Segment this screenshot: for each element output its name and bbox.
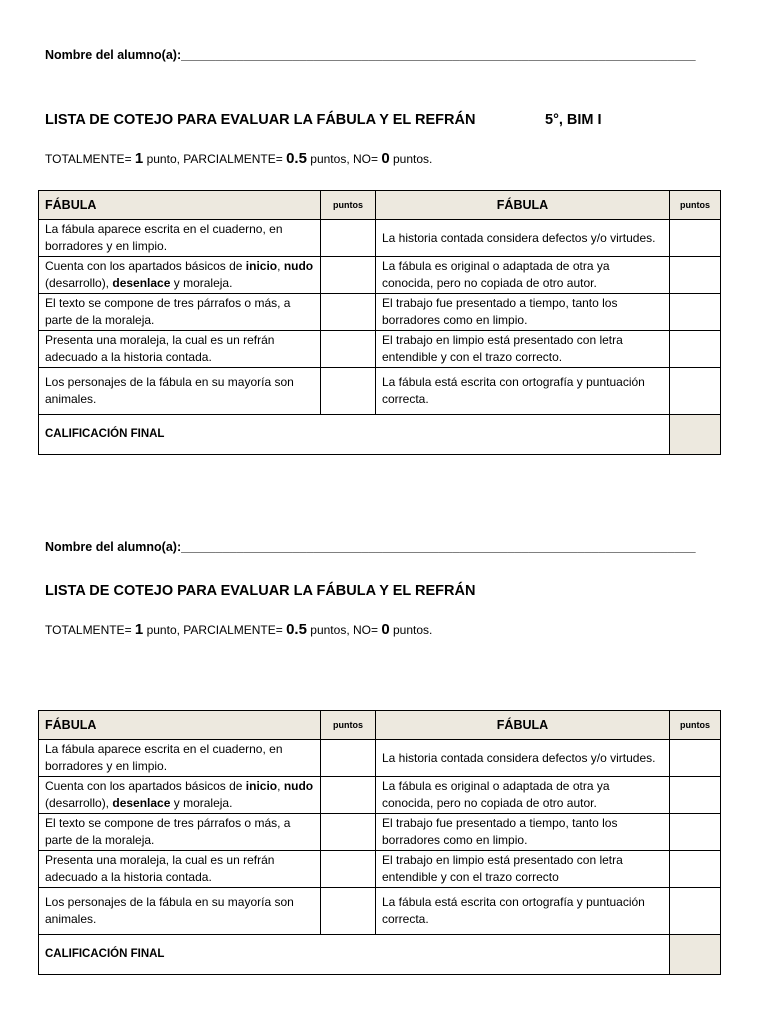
- points-cell[interactable]: [321, 220, 376, 257]
- points-cell[interactable]: [670, 257, 721, 294]
- final-grade-cell[interactable]: [670, 415, 721, 455]
- points-cell[interactable]: [670, 331, 721, 368]
- criterion-left: La fábula aparece escrita en el cuaderno, en borradores y en limpio.: [39, 220, 321, 257]
- table-row: [39, 814, 721, 851]
- final-grade-row: [39, 415, 721, 455]
- table-row: [39, 331, 721, 368]
- scoring-no-unit: puntos.: [389, 623, 433, 637]
- scoring-parcialmente-label: PARCIALMENTE=: [183, 152, 287, 166]
- criterion-text: y moraleja.: [170, 796, 233, 810]
- criterion-right: El trabajo fue presentado a tiempo, tanto los borradores como en limpio.: [376, 294, 670, 331]
- student-name-line[interactable]: [45, 540, 696, 554]
- header-puntos-right: puntos: [670, 191, 721, 220]
- checklist-table: [38, 710, 721, 975]
- criterion-text: Cuenta con los apartados básicos de: [45, 259, 246, 273]
- points-cell[interactable]: [321, 257, 376, 294]
- points-cell[interactable]: [321, 888, 376, 935]
- table-row: [39, 851, 721, 888]
- points-cell[interactable]: [670, 777, 721, 814]
- student-name-label: Nombre del alumno(a):: [45, 48, 182, 62]
- criterion-left: Los personajes de la fábula en su mayoría son animales.: [39, 368, 321, 415]
- student-name-label: Nombre del alumno(a):: [45, 540, 182, 554]
- criterion-text: (desarrollo),: [45, 796, 113, 810]
- checklist-table: [38, 190, 721, 455]
- criterion-left: Presenta una moraleja, la cual es un refrán adecuado a la historia contada.: [39, 851, 321, 888]
- criterion-right: El trabajo fue presentado a tiempo, tanto los borradores como en limpio.: [376, 814, 670, 851]
- criterion-bold-nudo: nudo: [283, 779, 314, 793]
- points-cell[interactable]: [670, 888, 721, 935]
- points-cell[interactable]: [670, 740, 721, 777]
- header-fabula-right: FÁBULA: [376, 191, 670, 220]
- scoring-totalmente-label: TOTALMENTE=: [45, 152, 135, 166]
- table-header-row: [39, 191, 721, 220]
- header-puntos-left: puntos: [321, 191, 376, 220]
- points-cell[interactable]: [670, 368, 721, 415]
- header-puntos-right: puntos: [670, 711, 721, 740]
- criterion-right: El trabajo en limpio está presentado con letra entendible y con el trazo correcto: [376, 851, 670, 888]
- table-row: [39, 740, 721, 777]
- table-row: [39, 257, 721, 294]
- criterion-left: El texto se compone de tres párrafos o más, a parte de la moraleja.: [39, 814, 321, 851]
- grade-bimester: 5°, BIM I: [545, 112, 602, 128]
- student-name-line[interactable]: [45, 48, 696, 62]
- header-fabula-right: FÁBULA: [376, 711, 670, 740]
- table-row: [39, 777, 721, 814]
- criterion-left: [39, 257, 321, 294]
- final-grade-row: [39, 935, 721, 975]
- table-row: [39, 294, 721, 331]
- scoring-legend: [45, 150, 432, 167]
- points-cell[interactable]: [321, 294, 376, 331]
- points-cell[interactable]: [321, 331, 376, 368]
- criterion-text: Cuenta con los apartados básicos de: [45, 779, 246, 793]
- header-puntos-left: puntos: [321, 711, 376, 740]
- criterion-left: La fábula aparece escrita en el cuaderno, en borradores y en limpio.: [39, 740, 321, 777]
- criterion-right: La fábula es original o adaptada de otra ya conocida, pero no copiada de otro autor.: [376, 777, 670, 814]
- points-cell[interactable]: [670, 220, 721, 257]
- criterion-right: El trabajo en limpio está presentado con letra entendible y con el trazo correcto.: [376, 331, 670, 368]
- criterion-left: Presenta una moraleja, la cual es un refrán adecuado a la historia contada.: [39, 331, 321, 368]
- criterion-right: La historia contada considera defectos y/o virtudes.: [376, 220, 670, 257]
- scoring-totalmente-value: 1: [134, 150, 144, 167]
- table-header-row: [39, 711, 721, 740]
- table-row: [39, 368, 721, 415]
- criterion-left: Los personajes de la fábula en su mayoría son animales.: [39, 888, 321, 935]
- final-grade-label: CALIFICACIÓN FINAL: [39, 415, 670, 455]
- points-cell[interactable]: [321, 851, 376, 888]
- criterion-right: La historia contada considera defectos y/o virtudes.: [376, 740, 670, 777]
- scoring-no-label: NO=: [352, 623, 382, 637]
- scoring-no-unit: puntos.: [389, 152, 433, 166]
- criterion-text: ,: [277, 259, 284, 273]
- points-cell[interactable]: [321, 740, 376, 777]
- criterion-bold-inicio: inicio: [245, 779, 278, 793]
- scoring-totalmente-unit: punto,: [143, 152, 184, 166]
- criterion-bold-inicio: inicio: [245, 259, 278, 273]
- criterion-bold-nudo: nudo: [283, 259, 314, 273]
- checklist-title: LISTA DE COTEJO PARA EVALUAR LA FÁBULA Y EL REFRÁN: [45, 112, 476, 128]
- header-fabula-left: FÁBULA: [39, 711, 321, 740]
- scoring-no-value: 0: [381, 150, 390, 167]
- scoring-totalmente-label: TOTALMENTE=: [45, 623, 135, 637]
- criterion-bold-desenlace: desenlace: [112, 796, 171, 810]
- criterion-bold-desenlace: desenlace: [112, 276, 171, 290]
- points-cell[interactable]: [321, 814, 376, 851]
- table-row: [39, 220, 721, 257]
- criterion-text: ,: [277, 779, 284, 793]
- criterion-left: El texto se compone de tres párrafos o más, a parte de la moraleja.: [39, 294, 321, 331]
- criterion-left: [39, 777, 321, 814]
- criterion-right: La fábula es original o adaptada de otra ya conocida, pero no copiada de otro autor.: [376, 257, 670, 294]
- student-name-blank[interactable]: __________________________________________________________________________: [181, 48, 696, 62]
- header-fabula-left: FÁBULA: [39, 191, 321, 220]
- scoring-parcialmente-value: 0.5: [286, 150, 307, 167]
- checklist-title: LISTA DE COTEJO PARA EVALUAR LA FÁBULA Y EL REFRÁN: [45, 583, 476, 599]
- student-name-blank[interactable]: __________________________________________________________________________: [181, 540, 696, 554]
- criterion-text: (desarrollo),: [45, 276, 113, 290]
- scoring-parcialmente-unit: puntos,: [306, 623, 353, 637]
- scoring-no-label: NO=: [352, 152, 382, 166]
- scoring-legend: [45, 621, 432, 638]
- scoring-no-value: 0: [381, 621, 390, 638]
- scoring-parcialmente-label: PARCIALMENTE=: [183, 623, 287, 637]
- points-cell[interactable]: [670, 814, 721, 851]
- points-cell[interactable]: [670, 851, 721, 888]
- scoring-totalmente-unit: punto,: [143, 623, 184, 637]
- criterion-right: La fábula está escrita con ortografía y puntuación correcta.: [376, 368, 670, 415]
- scoring-parcialmente-unit: puntos,: [306, 152, 353, 166]
- scoring-totalmente-value: 1: [134, 621, 144, 638]
- points-cell[interactable]: [321, 368, 376, 415]
- final-grade-cell[interactable]: [670, 935, 721, 975]
- criterion-text: y moraleja.: [170, 276, 233, 290]
- criterion-right: La fábula está escrita con ortografía y puntuación correcta.: [376, 888, 670, 935]
- points-cell[interactable]: [670, 294, 721, 331]
- table-row: [39, 888, 721, 935]
- final-grade-label: CALIFICACIÓN FINAL: [39, 935, 670, 975]
- points-cell[interactable]: [321, 777, 376, 814]
- scoring-parcialmente-value: 0.5: [286, 621, 307, 638]
